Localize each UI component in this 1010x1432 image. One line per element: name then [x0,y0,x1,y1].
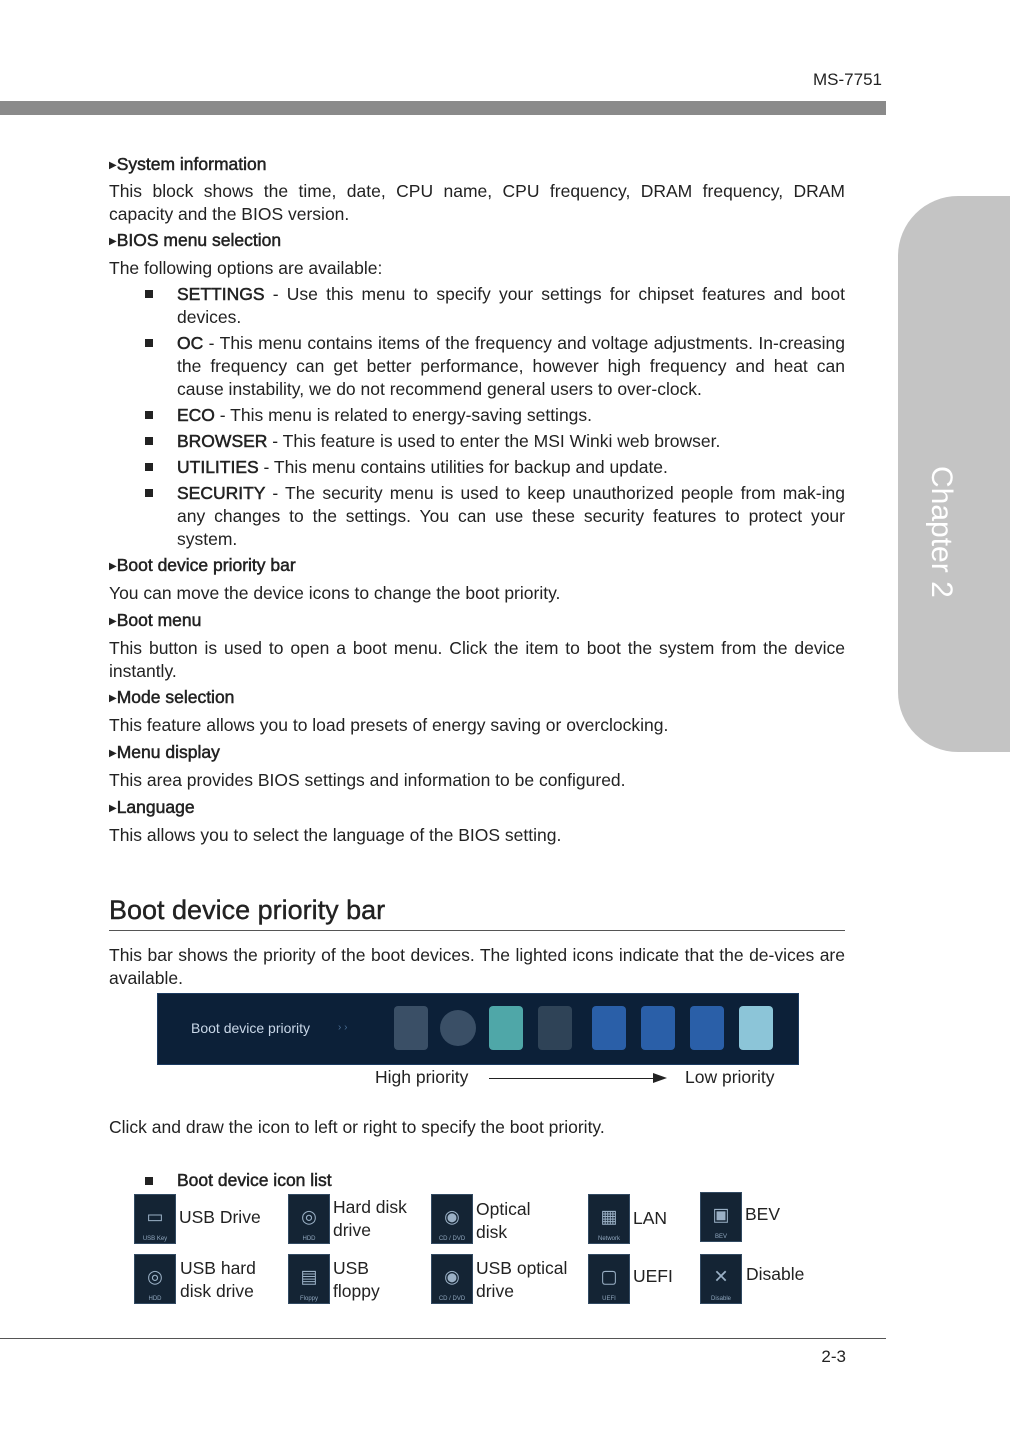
list-item: SECURITY - The security menu is used to keep unauthorized people from mak-ing any changes to the settings. You can use these security features to protect your system. [109,482,845,551]
section-body: You can move the device icons to change the boot priority. [109,583,561,603]
disable-icon: ✕ Disable [700,1254,742,1304]
icon-label: LAN [633,1208,668,1228]
uefi-icon: ▢ UEFI [588,1254,630,1304]
icon-label: USB Drive [179,1207,261,1227]
list-item: BROWSER - This feature is used to enter the MSI Winki web browser. [109,430,845,453]
main-content [109,153,845,847]
section-body: This feature allows you to load presets of energy saving or overclocking. [109,715,669,735]
section-body: This button is used to open a boot menu. Click the item to boot the system from the device instantly. [109,638,845,681]
lan-icon: ▦ Network [588,1194,630,1244]
section-body: This bar shows the priority of the boot devices. The lighted icons indicate that the de-vices are available. [109,945,845,988]
section-body: Click and draw the icon to left or right to specify the boot priority. [109,1117,605,1137]
list-item: SETTINGS - Use this menu to specify your settings for chipset features and boot devices. [109,283,845,329]
chapter-tab-label: Chapter 2 [925,466,958,598]
footer-rule [0,1338,886,1339]
list-item: UTILITIES - This menu contains utilities for backup and update. [109,456,845,479]
instruction [109,1116,845,1139]
lan-boot-icon[interactable] [538,1006,572,1050]
icon-label: USB floppy [333,1258,380,1301]
optical-disk-icon: ◉ CD / DVD [431,1194,473,1244]
section-heading: ▶Boot menu [109,610,202,630]
header-bar [0,101,886,115]
list-item: ECO - This menu is related to energy-saving settings. [109,404,845,427]
boot-priority-label: Boot device priority [191,1020,311,1036]
chevron-right-icon: › › [338,1022,348,1033]
section-heading: ▶Language [109,797,195,817]
icon-label: USB optical drive [476,1258,568,1301]
hard-disk-icon: ◎ HDD [288,1194,330,1244]
section-heading: ▶System information [109,154,267,174]
usb-floppy-boot-icon[interactable] [641,1006,675,1050]
uefi-boot-icon[interactable] [739,1006,773,1050]
usb-hdd-boot-icon[interactable] [592,1006,626,1050]
usb-optical-boot-icon[interactable] [690,1006,724,1050]
section-heading: ▶Boot device priority bar [109,555,296,575]
section-body: This area provides BIOS settings and information to be configured. [109,770,626,790]
usb-drive-icon: ▭ USB Key [134,1194,176,1244]
icon-label: UEFI [633,1266,673,1286]
usb-floppy-icon: ▤ Floppy [288,1254,330,1304]
low-priority-label: Low priority [685,1067,775,1087]
list-item: OC - This menu contains items of the frequency and voltage adjustments. In-creasing the frequency can get better performance, however high frequency and heat can cause instability, we do not recommend general users to over-clock. [109,332,845,401]
section-body: This allows you to select the language of the BIOS setting. [109,825,562,845]
usb-key-boot-icon[interactable] [489,1006,523,1050]
usb-hard-disk-icon: ◎ HDD [134,1254,176,1304]
bios-menu-list [109,283,845,551]
section-heading: ▶BIOS menu selection [109,230,282,250]
boot-priority-bar [157,993,799,1065]
optical-boot-icon[interactable] [440,1010,476,1046]
section-body: The following options are available: [109,258,383,278]
model-number: MS-7751 [813,70,882,89]
priority-arrow-line [489,1078,657,1079]
icon-label: USB hard disk drive [180,1258,256,1301]
boot-priority-intro [109,944,845,990]
icon-label: Disable [746,1264,805,1284]
icon-label: BEV [745,1204,781,1224]
section-heading: ▶Mode selection [109,687,235,707]
icon-label: Optical disk [476,1199,531,1242]
section-body: This block shows the time, date, CPU name, CPU frequency, DRAM frequency, DRAM capacity and the BIOS version. [109,181,845,224]
page-number: 2-3 [821,1347,846,1366]
icon-label: Hard disk drive [333,1197,407,1240]
icon-list-heading: Boot device icon list [145,1170,332,1191]
usb-optical-icon: ◉ CD / DVD [431,1254,473,1304]
boot-priority-heading: Boot device priority bar [109,895,845,931]
hdd-boot-icon[interactable] [394,1006,428,1050]
arrow-right-icon [653,1073,667,1083]
bev-icon: ▣ BEV [700,1192,742,1242]
high-priority-label: High priority [375,1067,469,1087]
section-heading: ▶Menu display [109,742,220,762]
